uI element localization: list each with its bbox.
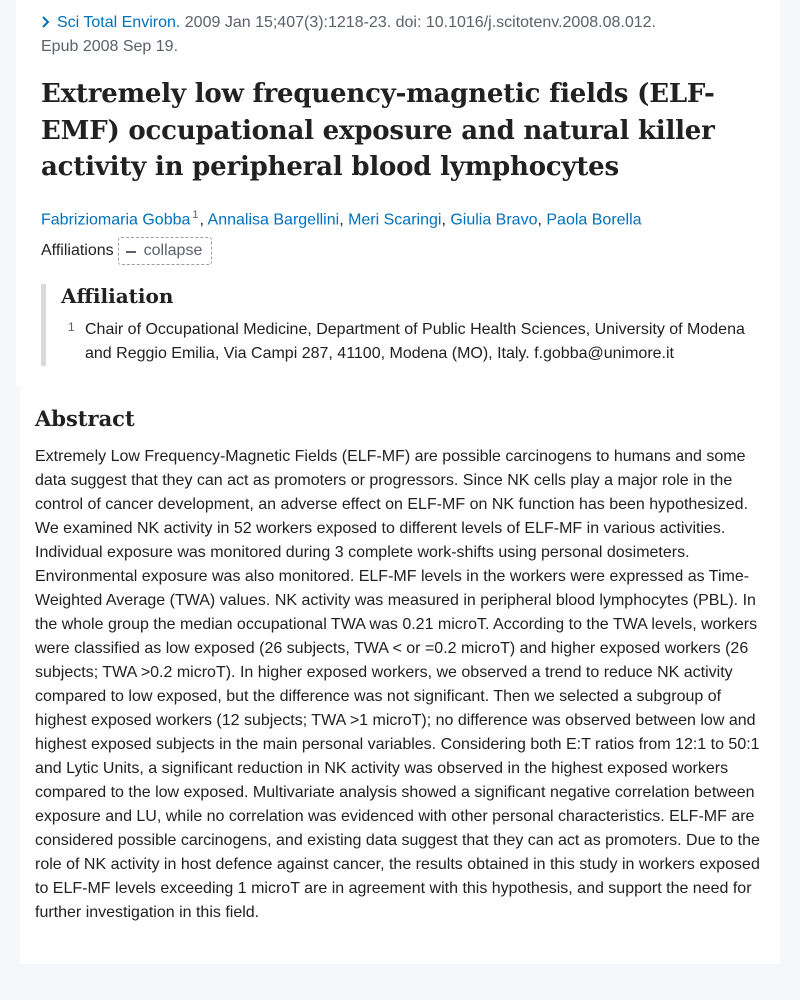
author-link[interactable]: Annalisa Bargellini <box>207 211 340 229</box>
citation <box>41 11 761 59</box>
affiliation-ref[interactable]: 1 <box>192 209 199 221</box>
abstract-text: Extremely Low Frequency-Magnetic Fields (ELF-MF) are possible carcinogens to humans and some data suggest that they can act as promoters or progressors. Since NK cells play a major role in the control of cancer development, an adverse effect on ELF-MF on NK function has been hypothesized. We examined NK activity in 52 workers exposed to different levels of ELF-MF in various activities. Individual exposure was monitored during 3 complete work-shifts using personal dosimeters. Environmental exposure was also monitored. ELF-MF levels in the workers were expressed as Time-Weighted Average (TWA) values. NK activity was measured in peripheral blood lymphocytes (PBL). In the whole group the median occupational TWA was 0.21 microT. According to the TWA levels, workers were classified as low exposed (26 subjects, TWA < or =0.2 microT) and higher exposed workers (26 subjects; TWA >0.2 microT). In higher exposed workers, we observed a trend to reduce NK activity compared to low exposed, but the difference was not significant. Then we selected a subgroup of highest exposed workers (12 subjects; TWA >1 microT); no difference was observed between low and highest exposed subjects in the main personal variables. Considering both E:T ratios from 12:1 to 50:1 and Lytic Units, a significant reduction in NK activity was observed in the highest exposed workers compared to the low exposed. Multivariate analysis showed a significant negative correlation between exposure and LU, while no correlation was evidenced with other personal characteristics. ELF-MF are considered possible carcinogens, and existing data suggest that they can act as promoters. Due to the role of NK activity in host defence against cancer, the results obtained in this study in workers exposed to ELF-MF levels exceeding 1 microT are in agreement with this hypothesis, and support the need for further investigation in this field. <box>35 448 760 921</box>
minus-icon <box>126 251 136 253</box>
author-link[interactable]: Meri Scaringi <box>348 211 442 229</box>
collapse-affiliations-button[interactable] <box>118 237 213 265</box>
article-title: Extremely low frequency-magnetic fields (ELF-EMF) occupational exposure and natural killer activity in peripheral blood lymphocytes <box>41 79 715 182</box>
affiliation-text: Chair of Occupational Medicine, Department of Public Health Sciences, University of Modena and Reggio Emilia, Via Campi 287, 41100, Modena (MO), Italy. f.gobba@unimore.it <box>85 321 745 362</box>
chevron-right-icon[interactable] <box>41 16 51 28</box>
author-link[interactable]: Giulia Bravo <box>450 211 538 229</box>
abstract-heading: Abstract <box>35 406 135 431</box>
author-link[interactable]: Paola Borella <box>546 211 642 229</box>
citation-details: 2009 Jan 15;407(3):1218-23. doi: 10.1016/j.scitotenv.2008.08.012. <box>184 14 656 31</box>
collapse-label: collapse <box>143 242 203 259</box>
journal-link[interactable]: Sci Total Environ. <box>57 14 181 31</box>
epub-date: Epub 2008 Sep 19. <box>41 38 179 55</box>
author-link[interactable]: Fabriziomaria Gobba <box>41 211 191 229</box>
affiliation-number: 1 <box>68 320 75 334</box>
affiliations-label: Affiliations <box>41 242 114 259</box>
affiliations-toggle-row <box>41 237 212 265</box>
affiliation-section <box>41 284 772 366</box>
affiliation-heading: Affiliation <box>61 284 174 308</box>
author-list: Fabriziomaria Gobba $^1$, Annalisa Bargellini, Meri Scaringi, Giulia Bravo, Paola Borella <box>41 209 642 229</box>
